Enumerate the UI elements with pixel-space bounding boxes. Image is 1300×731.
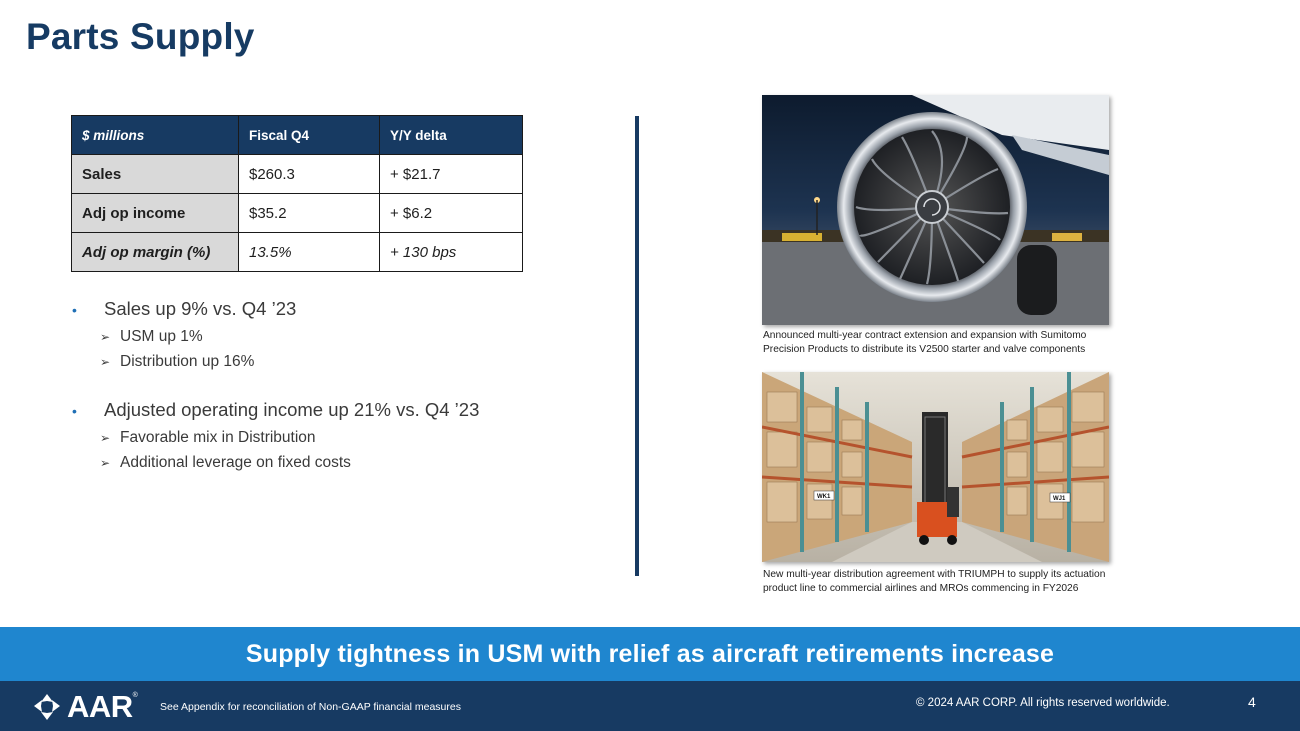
photo-caption xyxy=(763,568,1143,596)
sub-bullet-item xyxy=(100,429,612,447)
footer-bar xyxy=(0,681,1300,731)
caption-line: New multi-year distribution agreement with TRIUMPH to supply its actuation xyxy=(763,569,1106,580)
sub-bullet-item xyxy=(100,353,612,371)
sub-bullet-item xyxy=(100,454,612,472)
table-row xyxy=(72,233,523,272)
bullet-text: Sales up 9% vs. Q4 ’23 xyxy=(104,298,297,319)
table-cell: $35.2 xyxy=(239,194,380,233)
bullet-list xyxy=(72,298,612,479)
table-header: Fiscal Q4 xyxy=(239,116,380,155)
caption-line: Announced multi-year contract extension and expansion with Sumitomo xyxy=(763,330,1087,341)
table-cell: + $21.7 xyxy=(380,155,523,194)
table-row xyxy=(72,194,523,233)
table-row xyxy=(72,155,523,194)
footnote: See Appendix for reconciliation of Non-GAAP financial measures xyxy=(160,701,461,713)
aisle-sign: WK1 xyxy=(817,494,831,500)
aar-mark-icon xyxy=(31,692,63,722)
sub-bullet-text: Distribution up 16% xyxy=(120,353,255,370)
table-cell: + $6.2 xyxy=(380,194,523,233)
bullet-dot-icon: • xyxy=(72,302,77,318)
page-title: Parts Supply xyxy=(26,16,255,57)
sub-bullet-text: USM up 1% xyxy=(120,328,203,345)
registered-mark: ® xyxy=(132,692,138,699)
row-label: Adj op income xyxy=(72,194,239,233)
warehouse-photo xyxy=(762,372,1109,562)
financial-table xyxy=(71,115,523,272)
aisle-sign: WJ1 xyxy=(1053,496,1066,502)
arrow-bullet-icon: ➢ xyxy=(100,330,111,344)
jet-engine-photo xyxy=(762,95,1109,325)
caption-line: Precision Products to distribute its V2500 starter and valve components xyxy=(763,344,1086,355)
row-label: Adj op margin (%) xyxy=(72,233,239,272)
bullet-dot-icon: • xyxy=(72,403,77,419)
arrow-bullet-icon: ➢ xyxy=(100,431,111,445)
table-cell: + 130 bps xyxy=(380,233,523,272)
table-cell: 13.5% xyxy=(239,233,380,272)
table-cell: $260.3 xyxy=(239,155,380,194)
table-header: $ millions xyxy=(72,116,239,155)
aar-logo xyxy=(31,689,138,725)
bullet-item xyxy=(72,298,612,320)
sub-bullet-text: Additional leverage on fixed costs xyxy=(120,454,351,471)
row-label: Sales xyxy=(72,155,239,194)
page-number: 4 xyxy=(1248,694,1256,710)
table-header: Y/Y delta xyxy=(380,116,523,155)
photo-caption xyxy=(763,329,1143,357)
vertical-divider xyxy=(635,116,639,576)
copyright: © 2024 AAR CORP. All rights reserved worldwide. xyxy=(916,697,1170,709)
sub-bullet-item xyxy=(100,328,612,346)
caption-line: product line to commercial airlines and MROs commencing in FY2026 xyxy=(763,583,1079,594)
table-header-row xyxy=(72,116,523,155)
logo-text: AAR xyxy=(67,689,133,724)
bullet-item xyxy=(72,399,612,421)
sub-bullet-text: Favorable mix in Distribution xyxy=(120,429,316,446)
takeaway-banner xyxy=(0,627,1300,681)
arrow-bullet-icon: ➢ xyxy=(100,355,111,369)
arrow-bullet-icon: ➢ xyxy=(100,456,111,470)
banner-text: Supply tightness in USM with relief as aircraft retirements increase xyxy=(245,639,1055,668)
bullet-text: Adjusted operating income up 21% vs. Q4 ’23 xyxy=(104,399,480,420)
